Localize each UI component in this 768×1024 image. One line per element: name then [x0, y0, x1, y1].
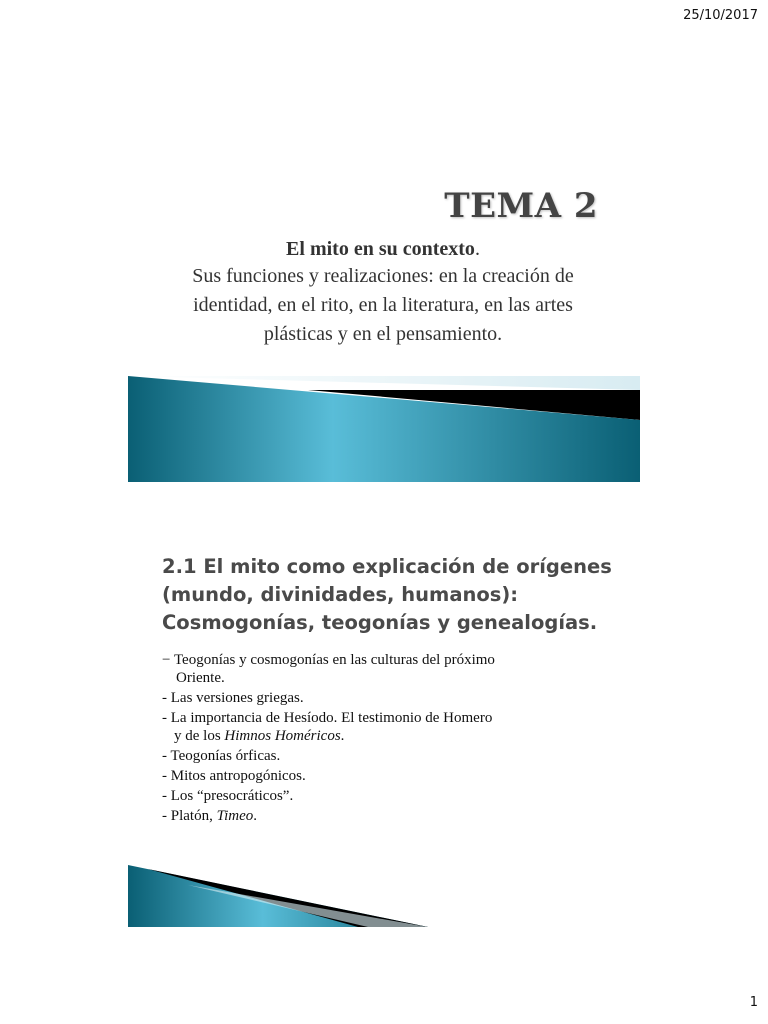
slide-1 — [128, 150, 640, 482]
topic-list — [162, 651, 622, 827]
subtitle-period: . — [474, 238, 480, 260]
page-number: 1 — [749, 995, 758, 1010]
list-item — [162, 709, 622, 745]
list-item-italic: Timeo — [216, 808, 254, 824]
list-item — [162, 807, 622, 825]
list-item-continuation — [174, 727, 622, 745]
date-stamp: 25/10/2017 — [683, 8, 758, 23]
subtitle-description: Sus funciones y realizaciones: en la creación de identidad, en el rito, en la literatura, en las artes plásticas y en el pensamiento. — [192, 265, 574, 345]
slide-title: TEMA 2 — [444, 186, 598, 226]
list-item — [162, 787, 622, 805]
continuation-end: . — [340, 728, 345, 744]
list-item-text: - Teogonías órficas. — [162, 748, 281, 764]
list-item-text: - Platón, — [162, 808, 217, 824]
list-item — [162, 651, 622, 687]
list-item-text: - Los “presocráticos”. — [162, 788, 294, 804]
continuation-italic: Himnos Homéricos — [224, 728, 341, 744]
list-item-text: − Teogonías y cosmogonías en las culturas del próximo — [162, 652, 495, 668]
list-item-end: . — [253, 808, 258, 824]
list-item-text: - Mitos antropogónicos. — [162, 768, 306, 784]
list-item-text: - Las versiones griegas. — [162, 690, 304, 706]
continuation-text: y de los — [174, 728, 225, 744]
slide-2 — [128, 535, 640, 927]
subtitle-block — [168, 238, 598, 349]
heading-line-2: (mundo, divinidades, humanos): — [162, 583, 519, 606]
heading-line-3: Cosmogonías, teogonías y genealogías. — [162, 611, 598, 634]
slide-1-banner-graphic — [128, 376, 640, 482]
slide-2-banner-graphic — [128, 865, 640, 927]
list-item-text: - La importancia de Hesíodo. El testimonio de Homero — [162, 710, 493, 726]
list-item — [162, 689, 622, 707]
section-heading — [162, 553, 612, 637]
list-item-continuation: Oriente. — [176, 670, 225, 686]
list-item — [162, 767, 622, 785]
subtitle-bold: El mito en su contexto — [286, 238, 475, 260]
heading-line-1: 2.1 El mito como explicación de orígenes — [162, 555, 612, 578]
list-item — [162, 747, 622, 765]
subtitle — [168, 238, 598, 260]
